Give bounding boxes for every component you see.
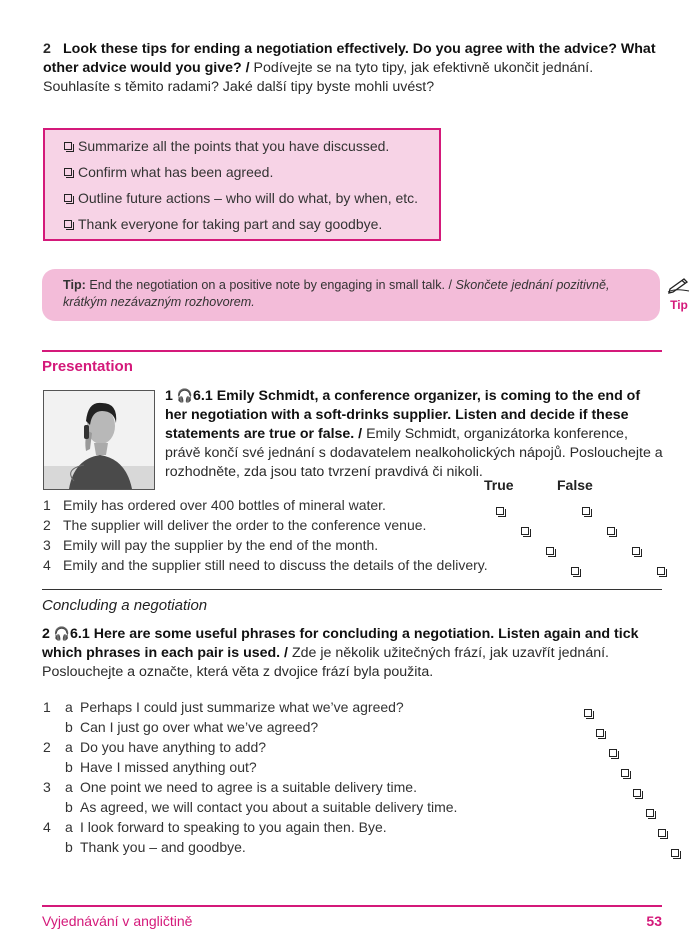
footer-title: Vyjednávání v angličtině bbox=[42, 913, 193, 929]
tip-cz: Skončete jednání pozitivně, krátkým nezávazným rozhovorem. bbox=[63, 278, 610, 309]
tips-box bbox=[43, 128, 441, 241]
instruction-en: Emily Schmidt, a conference organizer, is coming to the end of her negotiation with a soft-drinks supplier. Listen and decide if these statements are true or false. / bbox=[165, 388, 641, 442]
exercise-number: 1 bbox=[165, 388, 173, 404]
concluding-instruction bbox=[42, 624, 667, 682]
instruction-cz: Emily Schmidt, organizátorka konference, právě končí své jednání s dodavatelem nealkoholických nápojů. Poslouchejte a rozhodněte, zda jsou tato tvrzení pravdivá či nikoli. bbox=[165, 426, 663, 480]
phrase-row: 1 a Perhaps I could just summarize what we’ve agreed? bbox=[43, 699, 404, 715]
tip-side bbox=[664, 276, 694, 311]
false-checkbox[interactable] bbox=[657, 567, 665, 575]
statement-row: 3 Emily will pay the supplier by the end of the month. bbox=[43, 537, 379, 553]
true-checkbox[interactable] bbox=[546, 547, 554, 555]
phrase-checkbox[interactable] bbox=[633, 789, 641, 797]
exercise-number: 2 bbox=[42, 626, 50, 642]
footer-divider bbox=[42, 905, 662, 907]
track-number: 6.1 bbox=[70, 626, 90, 642]
exercise-number: 2 bbox=[43, 41, 51, 57]
tip-en: End the negotiation on a positive note by engaging in small talk. / bbox=[89, 278, 453, 292]
false-checkbox[interactable] bbox=[582, 507, 590, 515]
column-header-false: False bbox=[557, 477, 593, 493]
track-number: 6.1 bbox=[193, 388, 213, 404]
phrase-checkbox[interactable] bbox=[596, 729, 604, 737]
instruction-cz: Podívejte se na tyto tipy, jak efektivně ukončit jednání. Souhlasíte s těmito radami? Jaké další tipy byste mohli uvést? bbox=[43, 60, 594, 95]
tip-bar bbox=[42, 269, 660, 321]
checkbox-icon bbox=[64, 168, 72, 176]
phrase-checkbox[interactable] bbox=[584, 709, 592, 717]
true-checkbox[interactable] bbox=[571, 567, 579, 575]
tip-item: Confirm what has been agreed. bbox=[64, 164, 273, 180]
presentation-instruction bbox=[165, 386, 665, 482]
page-number: 53 bbox=[646, 913, 662, 929]
phrase-checkbox[interactable] bbox=[646, 809, 654, 817]
photo-woman-on-phone bbox=[43, 390, 155, 490]
section-heading-presentation: Presentation bbox=[42, 358, 133, 375]
exercise-2-instruction bbox=[43, 40, 663, 97]
tip-item: Summarize all the points that you have discussed. bbox=[64, 138, 389, 154]
false-checkbox[interactable] bbox=[607, 527, 615, 535]
phrase-checkbox[interactable] bbox=[658, 829, 666, 837]
headphones-icon: 🎧 bbox=[176, 388, 194, 403]
statement-row: 4 Emily and the supplier still need to discuss the details of the delivery. bbox=[43, 557, 488, 573]
divider bbox=[42, 350, 662, 352]
phrase-row: 2 a Do you have anything to add? bbox=[43, 739, 267, 755]
phrase-row: b As agreed, we will contact you about a suitable delivery time. bbox=[65, 799, 458, 815]
instruction-en: Here are some useful phrases for concluding a negotiation. Listen again and tick which phrases in each pair is used. / bbox=[42, 626, 639, 661]
phrase-checkbox[interactable] bbox=[671, 849, 679, 857]
phrase-checkbox[interactable] bbox=[609, 749, 617, 757]
false-checkbox[interactable] bbox=[632, 547, 640, 555]
instruction-en: Look these tips for ending a negotiation effectively. Do you agree with the advice? What other advice would you give? / bbox=[43, 41, 656, 76]
divider bbox=[42, 589, 662, 590]
phrase-row: 4 a I look forward to speaking to you again then. Bye. bbox=[43, 819, 387, 835]
pencil-icon bbox=[667, 276, 691, 294]
section-heading-concluding: Concluding a negotiation bbox=[42, 597, 208, 614]
tip-side-label: Tip bbox=[670, 298, 688, 312]
checkbox-icon bbox=[64, 142, 72, 150]
phrase-row: b Can I just go over what we’ve agreed? bbox=[65, 719, 319, 735]
checkbox-icon bbox=[64, 220, 72, 228]
true-checkbox[interactable] bbox=[521, 527, 529, 535]
instruction-cz: Zde je několik užitečných frází, jak uzavřít jednání. Poslouchejte a označte, která věta z dvojice frází byla použita. bbox=[42, 645, 609, 680]
phrase-row: 3 a One point we need to agree is a suitable delivery time. bbox=[43, 779, 417, 795]
tip-label: Tip: bbox=[63, 278, 86, 292]
phrase-checkbox[interactable] bbox=[621, 769, 629, 777]
statement-row: 2 The supplier will deliver the order to the conference venue. bbox=[43, 517, 427, 533]
true-checkbox[interactable] bbox=[496, 507, 504, 515]
phrase-row: b Have I missed anything out? bbox=[65, 759, 257, 775]
checkbox-icon bbox=[64, 194, 72, 202]
phrase-row: b Thank you – and goodbye. bbox=[65, 839, 246, 855]
column-header-true: True bbox=[484, 477, 514, 493]
statement-row: 1 Emily has ordered over 400 bottles of mineral water. bbox=[43, 497, 386, 513]
tip-item: Outline future actions – who will do what, by when, etc. bbox=[64, 190, 418, 206]
headphones-icon: 🎧 bbox=[53, 626, 71, 641]
tip-item: Thank everyone for taking part and say goodbye. bbox=[64, 216, 382, 232]
